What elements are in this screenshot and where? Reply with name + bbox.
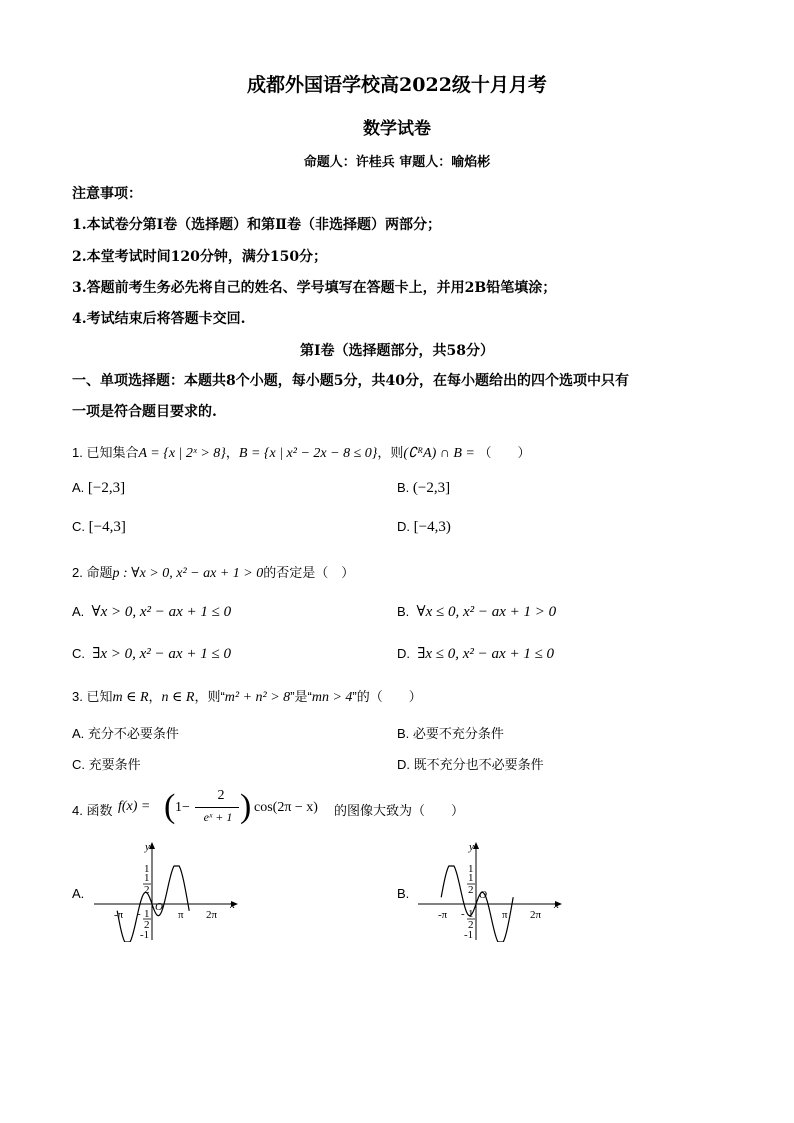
q1-prefix: 1. 已知集合 xyxy=(72,445,139,460)
note-item-1: 1.本试卷分第Ⅰ卷（选择题）和第Ⅱ卷（非选择题）两部分； xyxy=(72,217,441,233)
q4-option-b-label: B. xyxy=(397,886,410,901)
q2-option-c: C. ∃x > 0, x² − ax + 1 ≤ 0 xyxy=(72,646,231,662)
q2-option-a: A. ∀x > 0, x² − ax + 1 ≤ 0 xyxy=(72,604,232,620)
q3-option-a: A. 充分不必要条件 xyxy=(72,726,179,741)
q4-option-a-graph xyxy=(92,840,242,942)
y-label: y xyxy=(145,841,150,853)
question-1 xyxy=(72,442,531,462)
origin-label: O xyxy=(155,901,163,913)
q1-set-b: B = {x | x² − 2x − 8 ≤ 0} xyxy=(238,446,378,461)
note-item-4: 4.考试结束后将答题卡交回. xyxy=(72,311,246,327)
tick-neg-1: -1 xyxy=(464,929,474,941)
q4-fraction-bar xyxy=(195,807,239,808)
tick-1: 1 xyxy=(468,863,474,875)
q1-then: ，则 xyxy=(377,445,404,460)
q4-cos: cos(2π − x) xyxy=(254,800,318,815)
origin-label: O xyxy=(479,889,487,901)
tick-1-over-2-num: 1 xyxy=(468,872,474,884)
y-axis-arrow-icon xyxy=(473,842,479,849)
notes-heading: 注意事项： xyxy=(72,186,142,202)
q4-fx: f(x) = xyxy=(118,799,151,814)
x-label: x xyxy=(230,899,235,911)
q2-option-d: D. ∃x ≤ 0, x² − ax + 1 ≤ 0 xyxy=(397,646,555,662)
tick-1-over-2-num: 1 xyxy=(144,872,150,884)
q1-blank: （ ） xyxy=(478,445,531,460)
y-label: y xyxy=(469,841,474,853)
tick-neg-pi: -π xyxy=(114,909,124,921)
tick-neg-1: -1 xyxy=(140,929,150,941)
exam-title: 成都外国语学校高2022级十月月考 xyxy=(247,74,547,96)
tick-neg-half-den: 2 xyxy=(468,919,474,931)
q1-sep: ， xyxy=(225,445,239,460)
section-intro-line2: 一项是符合题目要求的. xyxy=(72,404,217,420)
tick-pi: π xyxy=(502,909,508,921)
y-axis-arrow-icon xyxy=(149,842,155,849)
q3-option-c: C. 充要条件 xyxy=(72,757,141,772)
section-intro-line1: 一、单项选择题：本题共8个小题，每小题5分，共40分，在每小题给出的四个选项中只有 xyxy=(72,373,629,389)
q4-option-a-label: A. xyxy=(72,886,85,901)
q1-option-c: C. [−4,3] xyxy=(72,519,126,535)
q1-option-b: B. (−2,3] xyxy=(397,480,451,496)
q1-set-a: A = {x | 2ˣ > 8} xyxy=(138,446,226,461)
q4-option-b-graph xyxy=(416,840,566,942)
section-title: 第Ⅰ卷（选择题部分，共58分） xyxy=(299,343,495,359)
q3-option-d: D. 既不充分也不必要条件 xyxy=(397,757,544,772)
tick-neg-sign: - xyxy=(137,908,141,920)
tick-1-over-2-den: 2 xyxy=(468,884,474,896)
tick-neg-pi: -π xyxy=(438,909,448,921)
q1-option-a: A. [−2,3] xyxy=(72,480,126,496)
tick-neg-half-den: 2 xyxy=(144,919,150,931)
tick-neg-half-num: 1 xyxy=(144,908,150,920)
q2-proposition: p : ∀x > 0, x² − ax + 1 > 0 xyxy=(112,566,264,581)
q3-option-b: B. 必要不充分条件 xyxy=(397,726,504,741)
exam-subtitle: 数学试卷 xyxy=(363,119,431,139)
q4-numerator: 2 xyxy=(217,788,225,803)
q2-option-b: B. ∀x ≤ 0, x² − ax + 1 > 0 xyxy=(397,604,557,620)
q4-denominator: eˣ + 1 xyxy=(203,810,233,824)
question-3: 3. 已知m ∈ R，n ∈ R，则“m² + n² > 8”是“mn > 4”的（ ） xyxy=(72,689,422,705)
q1-option-d: D. [−4,3) xyxy=(397,519,451,535)
q1-expr: (∁ᴿA) ∩ B = xyxy=(403,446,475,461)
tick-2pi: 2π xyxy=(530,909,542,921)
exam-authors: 命题人：许桂兵 审题人：喻焰彬 xyxy=(303,155,491,170)
tick-pi: π xyxy=(178,909,184,921)
note-item-3: 3.答题前考生务必先将自己的姓名、学号填写在答题卡上，并用2B铅笔填涂； xyxy=(72,280,557,296)
tick-1-over-2-den: 2 xyxy=(144,884,150,896)
tick-neg-half-num: 1 xyxy=(468,908,474,920)
x-label: x xyxy=(554,899,559,911)
tick-2pi: 2π xyxy=(206,909,218,921)
question-2: 2. 命题p : ∀x > 0, x² − ax + 1 > 0的否定是（ ） xyxy=(72,565,355,581)
tick-neg-sign: - xyxy=(461,908,465,920)
tick-1: 1 xyxy=(144,863,150,875)
note-item-2: 2.本堂考试时间120分钟，满分150分； xyxy=(72,249,328,265)
